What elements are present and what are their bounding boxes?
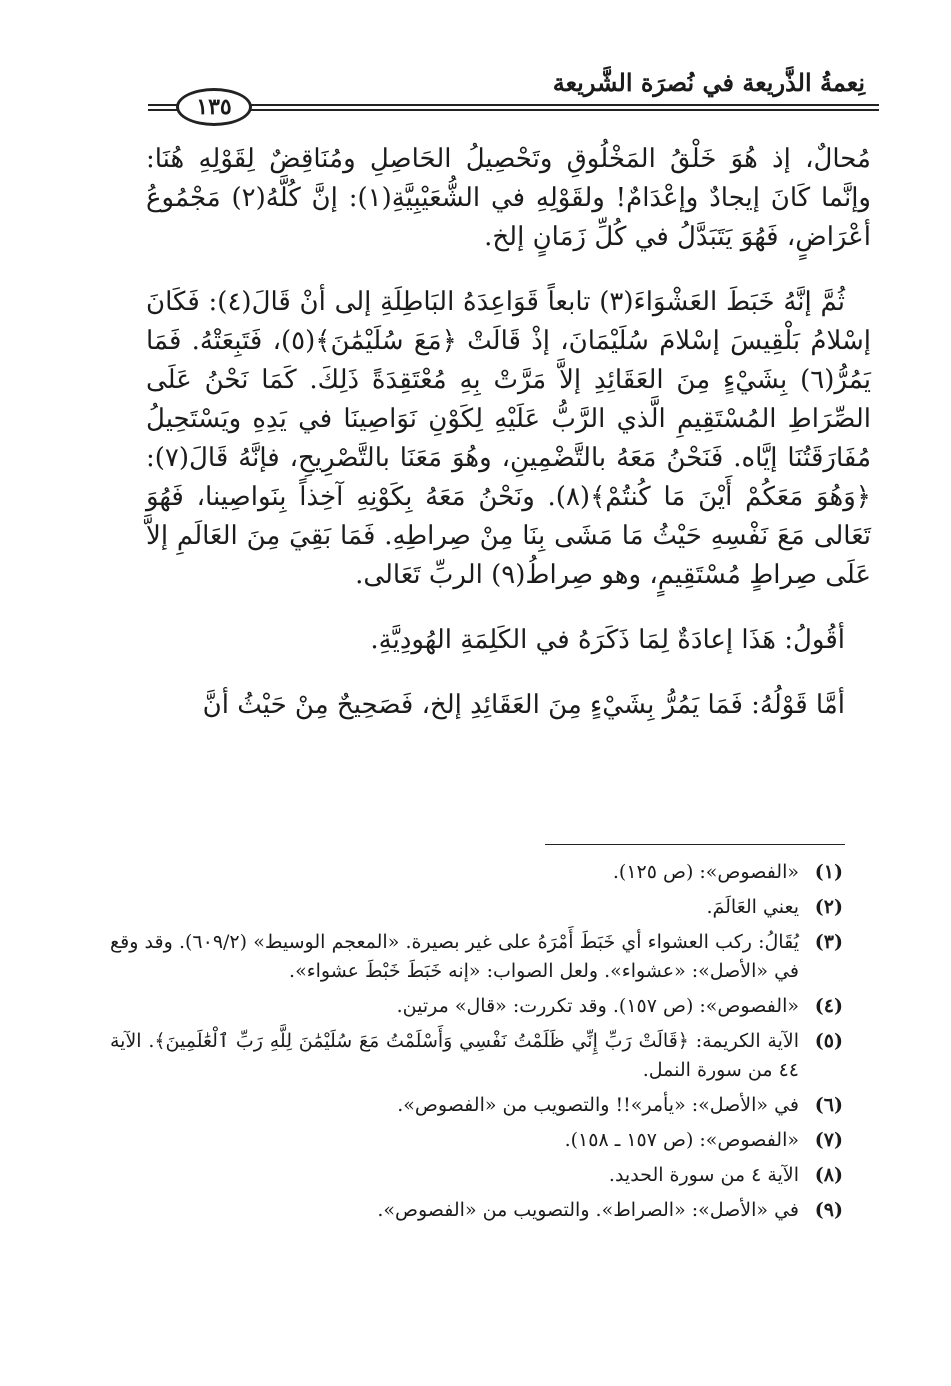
footnote bbox=[110, 1126, 843, 1155]
footnote-text: «الفصوص»: (ص ١٢٥). bbox=[612, 861, 799, 883]
header-rule bbox=[148, 104, 879, 106]
footnote-number: (٥) bbox=[814, 1030, 843, 1052]
footnote bbox=[110, 1091, 843, 1120]
footnote-text: «الفصوص»: (ص ١٥٧). وقد تكررت: «قال» مرتين. bbox=[396, 995, 799, 1017]
footnote-number: (٩) bbox=[814, 1199, 843, 1221]
body-text bbox=[146, 140, 871, 725]
footnote-text: في «الأصل»: «الصراط». والتصويب من «الفصوص». bbox=[377, 1199, 799, 1221]
footnote-number: (٨) bbox=[814, 1164, 843, 1186]
paragraph: أقُولُ: هَذَا إعادَةٌ لِمَا ذَكَرَهُ في الكَلِمَةِ الهُودِيَّةِ. bbox=[370, 625, 845, 655]
footnote-text: في «الأصل»: «يأمر»!! والتصويب من «الفصوص». bbox=[397, 1094, 799, 1116]
footnote-text: الآية ٤ من سورة الحديد. bbox=[608, 1164, 799, 1186]
footnote-separator bbox=[545, 844, 845, 845]
footnote bbox=[110, 1196, 843, 1225]
paragraph: أمَّا قَوْلُهُ: فَمَا يَمُرُّ بِشَيْءٍ مِنَ العَقَائِدِ إلخ، فَصَحِيحٌ مِنْ حَيْثُ أنَّ bbox=[202, 690, 845, 720]
paragraph: مُحالٌ، إذ هُوَ خَلْقُ المَخْلُوقِ وتَحْصِيلُ الحَاصِلِ ومُنَاقِضٌ لِقَوْلِهِ هُنَا: وإنَّما كَانَ إيجادٌ وإعْدَامٌ! ولقَوْلِهِ في الشُّعَيْبِيَّةِ(١): إنَّ كُلَّهُ(٢) مَجْمُوعُ أعْرَاضٍ، فَهُوَ يَتَبَدَّلُ في كُلِّ زَمَانٍ إلخ. bbox=[146, 144, 871, 252]
footnote-text: الآية الكريمة: ﴿قَالَتْ رَبِّ إِنِّي ظَلَمْتُ نَفْسِي وَأَسْلَمْتُ مَعَ سُلَيْمَٰنَ لِلَّهِ رَبِّ ٱلْعَٰلَمِينَ﴾. الآية ٤٤ من سورة النمل. bbox=[110, 1030, 799, 1081]
footnote-number: (٤) bbox=[814, 995, 843, 1017]
footnote bbox=[110, 1161, 843, 1190]
footnote bbox=[110, 928, 843, 986]
page-number: ١٣٥ bbox=[176, 88, 252, 126]
footnote-number: (٣) bbox=[814, 931, 843, 953]
footnote-text: «الفصوص»: (ص ١٥٧ ـ ١٥٨). bbox=[564, 1129, 799, 1151]
footnote-number: (٧) bbox=[814, 1129, 843, 1151]
footnote-number: (٢) bbox=[814, 896, 843, 918]
footnote-number: (٦) bbox=[814, 1094, 843, 1116]
footnote-number: (١) bbox=[814, 861, 843, 883]
footnote-text: يعني العَالَمَ. bbox=[706, 896, 799, 918]
footnote bbox=[110, 1027, 843, 1085]
footnote bbox=[110, 858, 843, 887]
footnote-text: يُقَالُ: ركب العشواء أي خَبَطَ أَمْرَهُ على غير بصيرة. «المعجم الوسيط» (٦٠٩/٢). وقد وقع في «الأصل»: «عشواء». ولعل الصواب: «إنه خَبَطَ خَبْطَ عشواء». bbox=[110, 931, 799, 982]
running-title: نِعمةُ الذَّريعة في نُصرَة الشَّريعة bbox=[552, 68, 865, 97]
footnote bbox=[110, 893, 843, 922]
paragraph: ثُمَّ إنَّهُ خَبَطَ العَشْوَاءَ(٣) تابعاً قَوَاعِدَهُ البَاطِلَةِ إلى أنْ قَالَ(٤): فَكَانَ إسْلامُ بَلْقِيسَ إسْلامَ سُلَيْمَانَ، إذْ قَالَتْ ﴿مَعَ سُلَيْمَٰنَ﴾(٥)، فَتَبِعَتْهُ. فَمَا يَمُرُّ(٦) بِشَيْءٍ مِنَ العَقَائِدِ إلاَّ مَرَّتْ بِهِ مُعْتَقِدَةً ذَلِكَ. كَمَا نَحْنُ عَلَى الصِّرَاطِ المُسْتَقِيمِ الَّذي الرَّبُّ عَلَيْهِ لِكَوْنِ نَوَاصِينَا في يَدِهِ ويَسْتَحِيلُ مُفَارَقَتُنَا إيَّاه. فَنَحْنُ مَعَهُ بالتَّضْمِينِ، وهُوَ مَعَنَا بالتَّصْرِيحِ، فإنَّهُ قَالَ(٧): ﴿وَهُوَ مَعَكُمْ أَيْنَ مَا كُنتُمْ﴾(٨). ونَحْنُ مَعَهُ بِكَوْنِهِ آخِذاً بِنَواصِينا، فَهُوَ تَعَالى مَعَ نَفْسِهِ حَيْثُ مَا مَشَى بِنَا مِنْ صِراطِهِ. فَمَا بَقِيَ مِنَ العَالَمِ إلاَّ عَلَى صِراطٍ مُسْتَقِيمٍ، وهو صِراطُ(٩) الربِّ تَعَالى. bbox=[146, 287, 871, 590]
footnote bbox=[110, 992, 843, 1021]
footnotes bbox=[110, 858, 843, 1231]
